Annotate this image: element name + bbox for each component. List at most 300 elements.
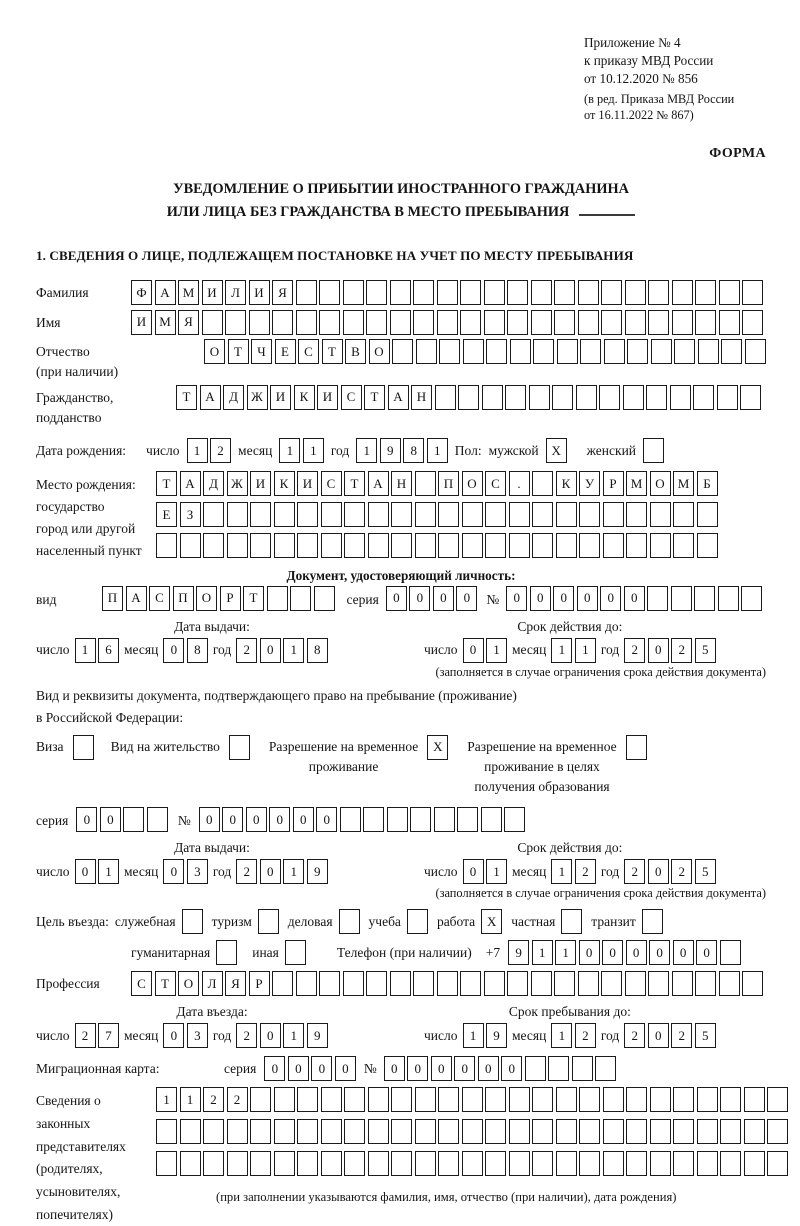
- migcard-series-input[interactable]: [264, 1056, 356, 1081]
- char-box[interactable]: [297, 533, 318, 558]
- char-box[interactable]: [250, 1151, 271, 1176]
- char-box[interactable]: 9: [380, 438, 401, 463]
- char-box[interactable]: [216, 940, 237, 965]
- char-box[interactable]: [391, 502, 412, 527]
- char-box[interactable]: [407, 909, 428, 934]
- char-box[interactable]: [646, 385, 667, 410]
- char-box[interactable]: К: [294, 385, 315, 410]
- char-box[interactable]: [272, 971, 293, 996]
- char-box[interactable]: 0: [463, 859, 484, 884]
- char-box[interactable]: 1: [180, 1087, 201, 1112]
- char-box[interactable]: [416, 339, 437, 364]
- char-box[interactable]: [484, 280, 505, 305]
- char-box[interactable]: [579, 502, 600, 527]
- representatives-line3-input[interactable]: [156, 1151, 788, 1176]
- char-box[interactable]: 1: [303, 438, 324, 463]
- male-checkbox[interactable]: [546, 438, 567, 463]
- char-box[interactable]: [437, 310, 458, 335]
- char-box[interactable]: [717, 385, 738, 410]
- char-box[interactable]: [202, 310, 223, 335]
- char-box[interactable]: [227, 1119, 248, 1144]
- entry-month[interactable]: [163, 1023, 208, 1048]
- char-box[interactable]: 0: [260, 638, 281, 663]
- char-box[interactable]: К: [556, 471, 577, 496]
- char-box[interactable]: [767, 1119, 788, 1144]
- char-box[interactable]: [410, 807, 431, 832]
- char-box[interactable]: З: [180, 502, 201, 527]
- char-box[interactable]: 2: [671, 1023, 692, 1048]
- iddoc-kind-input[interactable]: [102, 586, 335, 611]
- char-box[interactable]: [643, 438, 664, 463]
- char-box[interactable]: Т: [243, 586, 264, 611]
- delovaya-checkbox[interactable]: [339, 909, 360, 934]
- char-box[interactable]: Ж: [227, 471, 248, 496]
- char-box[interactable]: [484, 971, 505, 996]
- char-box[interactable]: [578, 280, 599, 305]
- char-box[interactable]: [462, 1151, 483, 1176]
- char-box[interactable]: [180, 1119, 201, 1144]
- char-box[interactable]: [507, 310, 528, 335]
- char-box[interactable]: [695, 280, 716, 305]
- char-box[interactable]: 0: [696, 940, 717, 965]
- char-box[interactable]: У: [579, 471, 600, 496]
- char-box[interactable]: [296, 971, 317, 996]
- char-box[interactable]: [673, 533, 694, 558]
- char-box[interactable]: 1: [551, 859, 572, 884]
- char-box[interactable]: 0: [409, 586, 430, 611]
- char-box[interactable]: 1: [486, 859, 507, 884]
- char-box[interactable]: Т: [344, 471, 365, 496]
- char-box[interactable]: [694, 586, 715, 611]
- char-box[interactable]: [741, 586, 762, 611]
- char-box[interactable]: [460, 310, 481, 335]
- char-box[interactable]: [579, 533, 600, 558]
- char-box[interactable]: Т: [228, 339, 249, 364]
- char-box[interactable]: 2: [575, 859, 596, 884]
- name-input[interactable]: [131, 310, 763, 335]
- char-box[interactable]: 5: [695, 859, 716, 884]
- resdoc-valid-month[interactable]: [551, 859, 596, 884]
- char-box[interactable]: 7: [98, 1023, 119, 1048]
- char-box[interactable]: 0: [648, 859, 669, 884]
- char-box[interactable]: 0: [311, 1056, 332, 1081]
- char-box[interactable]: 0: [407, 1056, 428, 1081]
- visa-checkbox[interactable]: [73, 735, 94, 760]
- char-box[interactable]: [343, 280, 364, 305]
- char-box[interactable]: [203, 502, 224, 527]
- char-box[interactable]: Д: [223, 385, 244, 410]
- char-box[interactable]: [552, 385, 573, 410]
- char-box[interactable]: [578, 971, 599, 996]
- representatives-line2-input[interactable]: [156, 1119, 788, 1144]
- char-box[interactable]: [413, 280, 434, 305]
- char-box[interactable]: [391, 1119, 412, 1144]
- char-box[interactable]: [525, 1056, 546, 1081]
- char-box[interactable]: [556, 1087, 577, 1112]
- char-box[interactable]: 2: [624, 1023, 645, 1048]
- char-box[interactable]: [457, 807, 478, 832]
- char-box[interactable]: [623, 385, 644, 410]
- char-box[interactable]: [438, 533, 459, 558]
- char-box[interactable]: [319, 971, 340, 996]
- char-box[interactable]: [366, 280, 387, 305]
- char-box[interactable]: [603, 502, 624, 527]
- char-box[interactable]: [510, 339, 531, 364]
- char-box[interactable]: И: [250, 471, 271, 496]
- char-box[interactable]: [672, 310, 693, 335]
- birthplace-line3-input[interactable]: [156, 533, 718, 558]
- char-box[interactable]: [297, 1151, 318, 1176]
- char-box[interactable]: 8: [187, 638, 208, 663]
- char-box[interactable]: 0: [163, 859, 184, 884]
- char-box[interactable]: [462, 1087, 483, 1112]
- char-box[interactable]: [650, 1087, 671, 1112]
- char-box[interactable]: [435, 385, 456, 410]
- char-box[interactable]: [561, 909, 582, 934]
- char-box[interactable]: [744, 1087, 765, 1112]
- char-box[interactable]: 1: [463, 1023, 484, 1048]
- char-box[interactable]: 0: [76, 807, 97, 832]
- char-box[interactable]: П: [173, 586, 194, 611]
- char-box[interactable]: [123, 807, 144, 832]
- char-box[interactable]: [485, 1087, 506, 1112]
- char-box[interactable]: [603, 533, 624, 558]
- char-box[interactable]: [695, 310, 716, 335]
- char-box[interactable]: [603, 1151, 624, 1176]
- char-box[interactable]: И: [317, 385, 338, 410]
- char-box[interactable]: X: [481, 909, 502, 934]
- char-box[interactable]: 6: [98, 638, 119, 663]
- char-box[interactable]: М: [673, 471, 694, 496]
- char-box[interactable]: О: [650, 471, 671, 496]
- char-box[interactable]: [509, 1151, 530, 1176]
- char-box[interactable]: [719, 280, 740, 305]
- char-box[interactable]: [390, 971, 411, 996]
- char-box[interactable]: [274, 533, 295, 558]
- char-box[interactable]: [180, 1151, 201, 1176]
- char-box[interactable]: Д: [203, 471, 224, 496]
- char-box[interactable]: [507, 971, 528, 996]
- char-box[interactable]: [509, 502, 530, 527]
- char-box[interactable]: 0: [602, 940, 623, 965]
- entry-day[interactable]: [75, 1023, 120, 1048]
- char-box[interactable]: [391, 533, 412, 558]
- char-box[interactable]: 5: [695, 638, 716, 663]
- char-box[interactable]: [529, 385, 550, 410]
- iddoc-valid-day[interactable]: [463, 638, 508, 663]
- char-box[interactable]: 9: [307, 859, 328, 884]
- stay-month[interactable]: [551, 1023, 596, 1048]
- char-box[interactable]: [698, 339, 719, 364]
- char-box[interactable]: [387, 807, 408, 832]
- char-box[interactable]: [250, 533, 271, 558]
- char-box[interactable]: Т: [322, 339, 343, 364]
- char-box[interactable]: [319, 280, 340, 305]
- char-box[interactable]: [250, 1119, 271, 1144]
- chastnaya-checkbox[interactable]: [561, 909, 582, 934]
- phone-input[interactable]: [508, 940, 741, 965]
- char-box[interactable]: 2: [624, 859, 645, 884]
- char-box[interactable]: [340, 807, 361, 832]
- char-box[interactable]: М: [178, 280, 199, 305]
- char-box[interactable]: [321, 1151, 342, 1176]
- char-box[interactable]: [462, 1119, 483, 1144]
- char-box[interactable]: [274, 1087, 295, 1112]
- char-box[interactable]: [296, 310, 317, 335]
- char-box[interactable]: [533, 339, 554, 364]
- char-box[interactable]: 3: [187, 859, 208, 884]
- char-box[interactable]: [721, 339, 742, 364]
- char-box[interactable]: О: [462, 471, 483, 496]
- char-box[interactable]: 0: [75, 859, 96, 884]
- char-box[interactable]: [250, 1087, 271, 1112]
- char-box[interactable]: А: [200, 385, 221, 410]
- char-box[interactable]: [556, 502, 577, 527]
- char-box[interactable]: С: [321, 471, 342, 496]
- char-box[interactable]: Р: [603, 471, 624, 496]
- edu-residence-checkbox[interactable]: [626, 735, 647, 760]
- char-box[interactable]: 3: [187, 1023, 208, 1048]
- char-box[interactable]: 1: [356, 438, 377, 463]
- birth-day-input[interactable]: [187, 438, 232, 463]
- char-box[interactable]: [720, 940, 741, 965]
- char-box[interactable]: С: [131, 971, 152, 996]
- gumanitarnaya-checkbox[interactable]: [216, 940, 237, 965]
- char-box[interactable]: [579, 1151, 600, 1176]
- char-box[interactable]: [321, 533, 342, 558]
- char-box[interactable]: Т: [155, 971, 176, 996]
- char-box[interactable]: [548, 1056, 569, 1081]
- char-box[interactable]: 0: [624, 586, 645, 611]
- char-box[interactable]: 2: [75, 1023, 96, 1048]
- representatives-line1-input[interactable]: [156, 1087, 788, 1112]
- char-box[interactable]: 2: [236, 1023, 257, 1048]
- surname-input[interactable]: [131, 280, 763, 305]
- char-box[interactable]: 2: [227, 1087, 248, 1112]
- char-box[interactable]: 1: [279, 438, 300, 463]
- char-box[interactable]: [554, 971, 575, 996]
- char-box[interactable]: [673, 502, 694, 527]
- char-box[interactable]: [532, 533, 553, 558]
- char-box[interactable]: [73, 735, 94, 760]
- char-box[interactable]: [650, 533, 671, 558]
- char-box[interactable]: В: [345, 339, 366, 364]
- iddoc-valid-year[interactable]: [624, 638, 716, 663]
- resdoc-issue-year[interactable]: [236, 859, 328, 884]
- char-box[interactable]: [740, 385, 761, 410]
- char-box[interactable]: [595, 1056, 616, 1081]
- char-box[interactable]: О: [178, 971, 199, 996]
- migcard-number-input[interactable]: [384, 1056, 617, 1081]
- char-box[interactable]: 0: [501, 1056, 522, 1081]
- char-box[interactable]: Р: [249, 971, 270, 996]
- char-box[interactable]: А: [180, 471, 201, 496]
- char-box[interactable]: П: [102, 586, 123, 611]
- char-box[interactable]: 0: [316, 807, 337, 832]
- char-box[interactable]: 0: [335, 1056, 356, 1081]
- char-box[interactable]: Б: [697, 471, 718, 496]
- char-box[interactable]: [674, 339, 695, 364]
- char-box[interactable]: Т: [156, 471, 177, 496]
- char-box[interactable]: 0: [456, 586, 477, 611]
- char-box[interactable]: 1: [283, 638, 304, 663]
- char-box[interactable]: [742, 280, 763, 305]
- char-box[interactable]: [626, 735, 647, 760]
- char-box[interactable]: 0: [433, 586, 454, 611]
- inaya-checkbox[interactable]: [285, 940, 306, 965]
- char-box[interactable]: X: [427, 735, 448, 760]
- resdoc-valid-year[interactable]: [624, 859, 716, 884]
- char-box[interactable]: [719, 310, 740, 335]
- char-box[interactable]: [156, 1119, 177, 1144]
- char-box[interactable]: [648, 971, 669, 996]
- char-box[interactable]: [673, 1151, 694, 1176]
- char-box[interactable]: [697, 533, 718, 558]
- char-box[interactable]: [531, 310, 552, 335]
- patronymic-input[interactable]: [204, 339, 766, 364]
- char-box[interactable]: [650, 502, 671, 527]
- char-box[interactable]: [437, 280, 458, 305]
- char-box[interactable]: [554, 280, 575, 305]
- char-box[interactable]: [250, 502, 271, 527]
- char-box[interactable]: [366, 310, 387, 335]
- char-box[interactable]: 0: [506, 586, 527, 611]
- char-box[interactable]: [767, 1087, 788, 1112]
- char-box[interactable]: [601, 971, 622, 996]
- char-box[interactable]: [437, 971, 458, 996]
- char-box[interactable]: [507, 280, 528, 305]
- char-box[interactable]: А: [155, 280, 176, 305]
- char-box[interactable]: 0: [648, 638, 669, 663]
- char-box[interactable]: [147, 807, 168, 832]
- char-box[interactable]: [626, 533, 647, 558]
- char-box[interactable]: [438, 1119, 459, 1144]
- char-box[interactable]: 1: [283, 1023, 304, 1048]
- iddoc-valid-month[interactable]: [551, 638, 596, 663]
- char-box[interactable]: 0: [454, 1056, 475, 1081]
- char-box[interactable]: [285, 940, 306, 965]
- char-box[interactable]: [274, 1119, 295, 1144]
- char-box[interactable]: [267, 586, 288, 611]
- char-box[interactable]: [509, 1119, 530, 1144]
- char-box[interactable]: [413, 971, 434, 996]
- char-box[interactable]: [579, 1087, 600, 1112]
- char-box[interactable]: [672, 280, 693, 305]
- char-box[interactable]: [603, 1087, 624, 1112]
- char-box[interactable]: 0: [553, 586, 574, 611]
- char-box[interactable]: [580, 339, 601, 364]
- char-box[interactable]: [368, 533, 389, 558]
- residence-permit-checkbox[interactable]: [229, 735, 250, 760]
- char-box[interactable]: [182, 909, 203, 934]
- char-box[interactable]: 2: [236, 638, 257, 663]
- char-box[interactable]: О: [204, 339, 225, 364]
- char-box[interactable]: И: [202, 280, 223, 305]
- char-box[interactable]: [556, 1119, 577, 1144]
- char-box[interactable]: 0: [530, 586, 551, 611]
- char-box[interactable]: 0: [222, 807, 243, 832]
- char-box[interactable]: А: [368, 471, 389, 496]
- char-box[interactable]: [504, 807, 525, 832]
- char-box[interactable]: [481, 807, 502, 832]
- char-box[interactable]: [391, 1151, 412, 1176]
- char-box[interactable]: [463, 339, 484, 364]
- char-box[interactable]: [438, 1151, 459, 1176]
- char-box[interactable]: [363, 807, 384, 832]
- char-box[interactable]: 2: [575, 1023, 596, 1048]
- char-box[interactable]: [532, 1119, 553, 1144]
- char-box[interactable]: 2: [203, 1087, 224, 1112]
- char-box[interactable]: М: [626, 471, 647, 496]
- char-box[interactable]: 0: [246, 807, 267, 832]
- char-box[interactable]: [156, 1151, 177, 1176]
- char-box[interactable]: [532, 1151, 553, 1176]
- char-box[interactable]: [672, 971, 693, 996]
- entry-year[interactable]: [236, 1023, 328, 1048]
- char-box[interactable]: 8: [403, 438, 424, 463]
- char-box[interactable]: [670, 385, 691, 410]
- char-box[interactable]: [532, 1087, 553, 1112]
- iddoc-series-input[interactable]: [386, 586, 478, 611]
- char-box[interactable]: С: [485, 471, 506, 496]
- char-box[interactable]: Ч: [251, 339, 272, 364]
- char-box[interactable]: 0: [260, 859, 281, 884]
- char-box[interactable]: [434, 807, 455, 832]
- char-box[interactable]: 0: [463, 638, 484, 663]
- char-box[interactable]: [321, 1119, 342, 1144]
- ucheba-checkbox[interactable]: [407, 909, 428, 934]
- char-box[interactable]: [697, 502, 718, 527]
- citizenship-input[interactable]: [176, 385, 761, 410]
- char-box[interactable]: [642, 909, 663, 934]
- sluzhebnaya-checkbox[interactable]: [182, 909, 203, 934]
- char-box[interactable]: [742, 971, 763, 996]
- char-box[interactable]: [366, 971, 387, 996]
- char-box[interactable]: [392, 339, 413, 364]
- char-box[interactable]: [390, 310, 411, 335]
- resdoc-issue-day[interactable]: [75, 859, 120, 884]
- char-box[interactable]: И: [297, 471, 318, 496]
- char-box[interactable]: [438, 1087, 459, 1112]
- char-box[interactable]: М: [155, 310, 176, 335]
- char-box[interactable]: X: [546, 438, 567, 463]
- char-box[interactable]: [391, 1087, 412, 1112]
- char-box[interactable]: 0: [431, 1056, 452, 1081]
- char-box[interactable]: 0: [384, 1056, 405, 1081]
- char-box[interactable]: [319, 310, 340, 335]
- char-box[interactable]: [272, 310, 293, 335]
- char-box[interactable]: [344, 1087, 365, 1112]
- char-box[interactable]: С: [341, 385, 362, 410]
- char-box[interactable]: [203, 1119, 224, 1144]
- char-box[interactable]: [556, 533, 577, 558]
- resdoc-valid-day[interactable]: [463, 859, 508, 884]
- char-box[interactable]: [290, 586, 311, 611]
- char-box[interactable]: [651, 339, 672, 364]
- char-box[interactable]: [297, 1119, 318, 1144]
- char-box[interactable]: [485, 1151, 506, 1176]
- char-box[interactable]: [648, 280, 669, 305]
- char-box[interactable]: [554, 310, 575, 335]
- char-box[interactable]: [390, 280, 411, 305]
- char-box[interactable]: [509, 1087, 530, 1112]
- char-box[interactable]: 1: [156, 1087, 177, 1112]
- char-box[interactable]: 0: [577, 586, 598, 611]
- char-box[interactable]: [415, 502, 436, 527]
- char-box[interactable]: [578, 310, 599, 335]
- char-box[interactable]: [203, 1151, 224, 1176]
- birthplace-line2-input[interactable]: [156, 502, 718, 527]
